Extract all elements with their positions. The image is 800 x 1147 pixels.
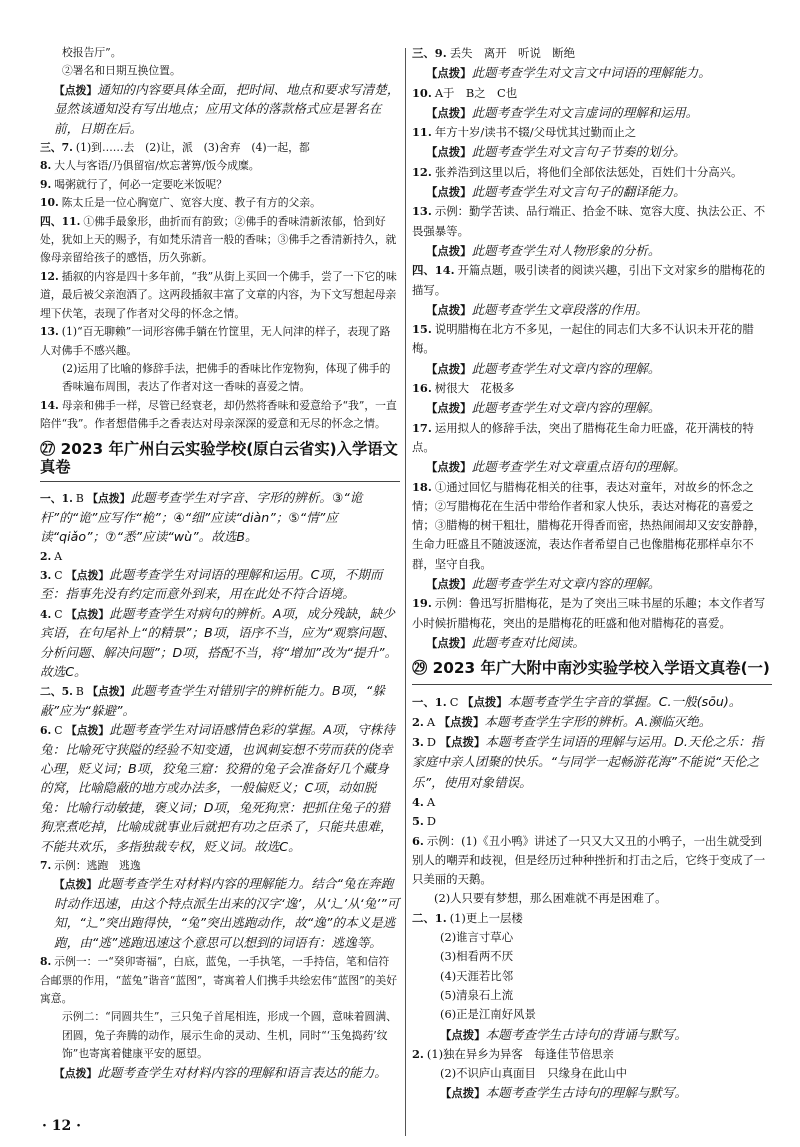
- question-number: 10.: [412, 85, 432, 100]
- tip-note: 此题考查学生对文章重点语句的理解。: [471, 459, 686, 475]
- tip-note: 此题考查学生对文言句子的翻译能力。: [471, 184, 686, 200]
- tip-label: 【点拨】: [438, 714, 485, 729]
- tip-note: 本题考查学生字音的掌握。C.一般(sōu)。: [507, 693, 742, 709]
- answer-text: C: [54, 724, 63, 738]
- answer-line: [40, 1008, 400, 1063]
- answer-text: 插叙的内容是四十多年前，“我”从街上买回一个佛手，尝了一下它的味道，最后被父亲泡酒了。这两段插叙丰富了文章的内容，为下文写想起母亲埋下伏笔，表现了作者对父母的怀念之情。: [40, 269, 397, 320]
- answer-line: [412, 928, 772, 947]
- question-number: 3.: [40, 568, 52, 582]
- tip-label: 【点拨】: [426, 66, 472, 81]
- answer-text: (2)运用了比喻的修辞手法，把佛手的香味比作宠物狗，体现了佛手的香味遍布周围，表达了作者对这一香味的喜爱之情。: [62, 361, 391, 394]
- question-number: 2.: [40, 549, 52, 563]
- tip-label: 【点拨】: [54, 878, 98, 892]
- tip-label: 【点拨】: [54, 83, 98, 97]
- answer-line: [412, 793, 772, 812]
- answer-line: [40, 605, 400, 683]
- answer-text: C: [54, 568, 63, 582]
- tip-label: 【点拨】: [426, 401, 472, 416]
- answer-text: 年方十岁/读书不辍/父母忧其过勤而止之: [434, 125, 637, 140]
- tip-note: 此题考查学生对字音、字形的辨析。③“诡杆”的“诡”应写作“桅”；④“细”应读“diàn”；⑤“情”应读“qiǎo”；⑦“悉”应读“wù”。故选B。: [40, 490, 363, 545]
- answer-line: [412, 241, 772, 261]
- answer-text: 大人与客语/乃俱留宿/炊忘著箅/饭今成糜。: [54, 159, 260, 173]
- answer-line: [40, 1064, 400, 1083]
- answer-text: (4)天涯若比邻: [440, 968, 514, 983]
- answer-text: 示例：(1)《丑小鸭》讲述了一只又大又丑的小鸭子，一出生就受到别人的嘲弄和歧视，但是经历过种种挫折和打击之后，它终于变成了一只美丽的天鹅。: [412, 833, 766, 887]
- answer-text: 树很大 花极多: [434, 381, 515, 396]
- answer-line: [40, 360, 400, 397]
- answer-text: ②署名和日期互换位置。: [62, 64, 181, 78]
- question-number: 1.: [434, 694, 447, 709]
- answer-line: [40, 81, 400, 139]
- answer-text: (1)独在异乡为异客 每逢佳节倍思亲: [426, 1046, 614, 1061]
- answer-line: [40, 213, 400, 268]
- answer-text: C: [54, 607, 63, 621]
- answer-line: [412, 1025, 772, 1045]
- tip-label: 【点拨】: [87, 492, 131, 506]
- tip-label: 【点拨】: [426, 185, 472, 200]
- answer-text: C: [449, 694, 459, 709]
- tip-label: 【点拨】: [65, 724, 110, 738]
- question-number: 12.: [412, 164, 432, 179]
- section-marker: 三、: [412, 46, 435, 60]
- answer-line: [40, 62, 400, 80]
- answer-text: A: [54, 549, 63, 563]
- answer-line: [412, 889, 772, 908]
- tip-label: 【点拨】: [426, 361, 472, 376]
- question-number: 1.: [61, 492, 73, 506]
- section-marker: 二、: [40, 685, 62, 699]
- answer-text: D: [426, 814, 437, 829]
- answer-line: [412, 320, 772, 359]
- answer-line: [40, 139, 400, 157]
- tip-note: 此题考查学生对材料内容的理解能力。结合“兔在奔跑时动作迅速，由这个特点派生出来的汉字‘逸’，从‘辶’从‘兔’”可知，“辶”突出跑得快，“兔”突出逃跑动作，故“逸”的本义是逃跑，由“逃”逃跑迅速这个意思可以想到的词语有：逃逸等。: [54, 876, 400, 950]
- answer-line: [40, 682, 400, 721]
- answer-text: 示例：勤学苦读、品行端正、拾金不昧、宽容大度、执法公正、不畏强暴等。: [412, 204, 766, 238]
- section-marker: 三、: [40, 141, 62, 155]
- answer-line: [412, 163, 772, 182]
- answer-line: [412, 123, 772, 142]
- question-number: 17.: [412, 420, 432, 435]
- tip-label: 【点拨】: [65, 607, 110, 621]
- answer-text: (2)谁言寸草心: [440, 930, 514, 945]
- section-marker: 二、: [412, 910, 435, 925]
- tip-label: 【点拨】: [65, 568, 110, 582]
- tip-note: 此题考查学生对词语的理解和运用。C项，不期而至：指事先没有约定而意外到来，用在此处不符合语境。: [40, 566, 383, 602]
- answer-line: [412, 732, 772, 793]
- answer-text: A: [426, 714, 436, 729]
- answer-text: D: [426, 735, 437, 750]
- answer-text: 示例：逃跑 逃逸: [54, 859, 141, 873]
- answer-text: 陈太丘是一位心胸宽广、宽容大度、教子有方的父亲。: [61, 196, 321, 210]
- answer-line: [412, 692, 772, 712]
- answer-text: (5)清泉石上流: [440, 987, 514, 1002]
- question-number: 4.: [40, 607, 52, 621]
- answer-text: 说明腊梅在北方不多见，一起住的同志们大多不认识未开花的腊梅。: [412, 322, 754, 356]
- answer-line: [412, 1064, 772, 1083]
- question-number: 7.: [40, 859, 52, 873]
- tip-label: 【点拨】: [440, 1027, 486, 1042]
- tip-label: 【点拨】: [439, 735, 486, 750]
- question-number: 16.: [412, 381, 432, 396]
- answer-text: A: [426, 794, 436, 809]
- answer-line: [412, 398, 772, 418]
- heading-text: ㉙ 2023 年广大附中南沙实验学校入学语文真卷(一): [412, 659, 770, 678]
- question-number: 2.: [412, 714, 424, 729]
- answer-line: [412, 44, 772, 63]
- question-number: 18.: [412, 479, 432, 494]
- question-number: 8.: [40, 159, 52, 173]
- answer-line: [40, 44, 400, 62]
- section-marker: 四、: [412, 263, 435, 278]
- tip-note: 通知的内容要具体全面，把时间、地点和要求写清楚，显然该通知没有写出地点；应用文体的落款格式应是署名在前，日期在后。: [54, 81, 400, 136]
- tip-label: 【点拨】: [87, 685, 131, 699]
- answer-line: [40, 397, 400, 434]
- answer-line: [40, 566, 400, 605]
- answer-line: [412, 812, 772, 831]
- question-number: 13.: [412, 204, 432, 219]
- answer-line: [40, 489, 400, 547]
- question-number: 5.: [61, 685, 73, 699]
- answer-text: 喝粥就行了，何必一定要吃米饭呢？: [54, 177, 228, 191]
- answer-line: [412, 574, 772, 594]
- answer-text: (1)到……去 (2)让，派 (3)舍弃 (4)一起，都: [75, 141, 310, 155]
- answer-line: [40, 953, 400, 1008]
- tip-note: 此题考查学生对文章内容的理解。: [471, 400, 661, 416]
- question-number: 9.: [40, 177, 52, 191]
- tip-note: 此题考查学生对词语感情色彩的掌握。A项，守株待兔：比喻死守狭隘的经验不知变通，也讽刺妄想不劳而获的侥幸心理，贬义词；B项，狡兔三窟：狡猾的兔子会准备好几个藏身的窝，比喻隐蔽的地方或办法多，一般偏贬义；C项，动如脱兔：比喻行动敏捷，褒义词；D项，兔死狗烹：把抓住兔子的猎狗烹煮吃掉，比喻成就事业后就把有功之臣杀了，只能共患难，不能共欢乐，多指独裁专权，贬义词。故选C。: [40, 722, 395, 854]
- tip-note: 本题考查学生词语的理解与运用。D.天伦之乐：指家庭中亲人团聚的快乐。“与同学一起畅游花海”不能说“天伦之乐”，使用对象错误。: [412, 734, 764, 790]
- answer-text: 示例二：“同圆共生”，三只兔子首尾相连，形成一个圆，意味着圆满、团圆，兔子奔腾的动作，展示生命的灵动、生机，同时“‘玉兔捣药’纹饰”也寄寓着健康平安的愿望。: [62, 1010, 397, 1061]
- tip-note: 此题考查学生对文章内容的理解。: [471, 576, 661, 592]
- answer-line: [40, 548, 400, 566]
- answer-text: A于 B之 C也: [434, 85, 518, 100]
- question-number: 10.: [40, 196, 59, 210]
- answer-line: [40, 323, 400, 360]
- answer-text: 张养浩到这里以后，将他们全部依法惩处，百姓们十分高兴。: [434, 164, 743, 179]
- section-heading: [412, 659, 772, 684]
- answer-text: (1)“百无聊赖”一词形容佛手躺在竹筐里，无人问津的样子，表现了路人对佛手不感兴趣。: [40, 325, 391, 357]
- answer-line: [40, 875, 400, 953]
- answer-line: [412, 261, 772, 300]
- answer-line: [412, 986, 772, 1005]
- answer-line: [412, 63, 772, 83]
- tip-note: 此题考查对比阅读。: [471, 634, 585, 650]
- answer-text: ①佛手最象形，曲折而有韵致；②佛手的香味清新浓郁，恰到好处，犹如上天的赐予，有如梵乐清音一般的香味；③佛手之香清新持久，就像母亲留给孩子的感悟，历久弥新。: [40, 214, 397, 265]
- question-number: 5.: [412, 814, 424, 829]
- tip-note: 此题考查学生对文言句子节奏的划分。: [471, 144, 686, 160]
- answer-text: (1)更上一层楼: [449, 910, 523, 925]
- answer-text: 运用拟人的修辞手法，突出了腊梅花生命力旺盛，花开满枝的特点。: [412, 420, 754, 454]
- answer-text: 校报告厅”。: [62, 46, 122, 59]
- answer-line: [40, 194, 400, 212]
- tip-note: 此题考查学生对错别字的辨析能力。B项，“躲蔽”应为“躲避”。: [40, 683, 385, 718]
- answer-text: B: [75, 492, 84, 506]
- section-marker: 四、: [40, 214, 62, 228]
- tip-note: 此题考查学生对材料内容的理解和语言表达的能力。: [97, 1064, 387, 1080]
- tip-label: 【点拨】: [440, 1086, 486, 1101]
- tip-label: 【点拨】: [426, 302, 472, 317]
- question-number: 8.: [40, 955, 52, 969]
- section-marker: 一、: [412, 694, 435, 709]
- answer-text: 开篇点题，吸引读者的阅读兴趣，引出下文对家乡的腊梅花的描写。: [412, 263, 766, 297]
- right-column: [412, 44, 772, 1104]
- answer-text: (2)不识庐山真面目 只缘身在此山中: [440, 1066, 627, 1081]
- question-number: 11.: [61, 214, 81, 228]
- answer-text: ①通过回忆与腊梅花相关的往事，表达对童年，对故乡的怀念之情；②写腊梅花在生活中带给作者和家人快乐，表达对梅花的喜爱之情；③腊梅的树干粗壮，腊梅花开得香而密，热热闹闹却又安安静静，生命力旺盛且不随波逐流，表达作者希望自己也像腊梅花那样卓尔不群，坚守自我。: [412, 479, 766, 571]
- answer-line: [412, 84, 772, 103]
- tip-label: 【点拨】: [426, 460, 472, 475]
- question-number: 9.: [434, 46, 447, 60]
- tip-note: 本题考查学生古诗句的背诵与默写。: [485, 1026, 688, 1042]
- answer-text: B: [75, 685, 84, 699]
- tip-note: 此题考查学生对人物形象的分析。: [471, 242, 661, 258]
- tip-label: 【点拨】: [426, 105, 472, 120]
- question-number: 4.: [412, 794, 424, 809]
- answer-line: [412, 1045, 772, 1064]
- answer-line: [412, 832, 772, 890]
- heading-text: ㉗ 2023 年广州白云实验学校(原白云省实)入学语文真卷: [40, 439, 398, 476]
- tip-label: 【点拨】: [462, 694, 508, 709]
- answer-line: [412, 379, 772, 398]
- section-heading: [40, 440, 400, 483]
- question-number: 14.: [40, 398, 59, 412]
- answer-text: (6)正是江南好风景: [440, 1007, 536, 1022]
- page-number: · 12 ·: [42, 1118, 81, 1134]
- question-number: 7.: [61, 141, 73, 155]
- tip-note: 此题考查学生文章段落的作用。: [471, 301, 648, 317]
- answer-text: 示例一：一“癸卯寄福”，白底，蓝兔，一手执笔，一手持信，笔和信符合邮票的作用，“蓝兔”谐音“蓝图”，寄寓着人们携手共绘宏伟“蓝图”的美好寓意。: [40, 955, 398, 1005]
- left-column: [40, 44, 400, 1083]
- answer-line: [412, 142, 772, 162]
- answer-line: [412, 478, 772, 574]
- answer-line: [40, 721, 400, 857]
- tip-label: 【点拨】: [54, 1066, 98, 1080]
- tip-note: 此题考查学生对文章内容的理解。: [471, 360, 661, 376]
- tip-note: 本题考查学生字形的辨析。A.濒临灭绝。: [484, 713, 712, 729]
- tip-label: 【点拨】: [426, 243, 472, 258]
- answer-line: [412, 103, 772, 123]
- answer-line: [412, 359, 772, 379]
- answer-line: [412, 1083, 772, 1103]
- answer-line: [40, 176, 400, 194]
- question-number: 13.: [40, 325, 59, 339]
- answer-line: [412, 947, 772, 966]
- tip-note: 此题考查学生对病句的辨析。A项，成分残缺，缺少宾语，在句尾补上“的精景”；B项，语序不当，应为“观察问题、分析问题、解决问题”；D项，搭配不当，将“增加”改为“提升”。故选C。: [40, 605, 398, 679]
- answer-text: (3)相看两不厌: [440, 949, 514, 964]
- answer-line: [40, 268, 400, 323]
- tip-note: 此题考查学生对文言文中词语的理解能力。: [471, 65, 711, 81]
- tip-label: 【点拨】: [426, 635, 472, 650]
- answer-line: [412, 967, 772, 986]
- answer-text: 丢失 离开 听说 断绝: [449, 46, 576, 60]
- answer-line: [412, 182, 772, 202]
- section-marker: 一、: [40, 492, 62, 506]
- tip-note: 本题考查学生古诗句的理解与默写。: [485, 1085, 688, 1101]
- answer-line: [412, 1005, 772, 1024]
- column-divider: [405, 48, 406, 1136]
- question-number: 1.: [434, 910, 447, 925]
- question-number: 6.: [412, 833, 424, 848]
- tip-label: 【点拨】: [426, 145, 472, 160]
- answer-line: [412, 202, 772, 241]
- answer-line: [412, 457, 772, 477]
- question-number: 19.: [412, 596, 432, 611]
- question-number: 12.: [40, 269, 59, 283]
- question-number: 6.: [40, 724, 52, 738]
- answer-line: [412, 594, 772, 633]
- answer-text: 示例：鲁迅写折腊梅花，是为了突出三味书屋的乐趣；本文作者写小时候折腊梅花，突出的是腊梅花的旺盛和他对腊梅花的喜爱。: [412, 596, 766, 630]
- answer-line: [412, 633, 772, 653]
- answer-text: (2)人只要有梦想，那么困难就不再是困难了。: [434, 891, 667, 906]
- question-number: 11.: [412, 125, 432, 140]
- answer-line: [412, 300, 772, 320]
- question-number: 3.: [412, 735, 424, 750]
- answer-line: [40, 857, 400, 875]
- question-number: 14.: [434, 263, 455, 278]
- answer-line: [412, 909, 772, 928]
- answer-line: [412, 419, 772, 458]
- tip-note: 此题考查学生对文言虚词的理解和运用。: [471, 104, 699, 120]
- question-number: 2.: [412, 1046, 424, 1061]
- answer-line: [412, 712, 772, 732]
- tip-label: 【点拨】: [426, 577, 472, 592]
- answer-line: [40, 157, 400, 175]
- question-number: 15.: [412, 322, 432, 337]
- answer-text: 母亲和佛手一样，尽管已经衰老，却仍然将香味和爱意给予“我”，一直陪伴“我”。作者想借佛手之香表达对母亲深深的爱意和无尽的怀念之情。: [40, 398, 397, 431]
